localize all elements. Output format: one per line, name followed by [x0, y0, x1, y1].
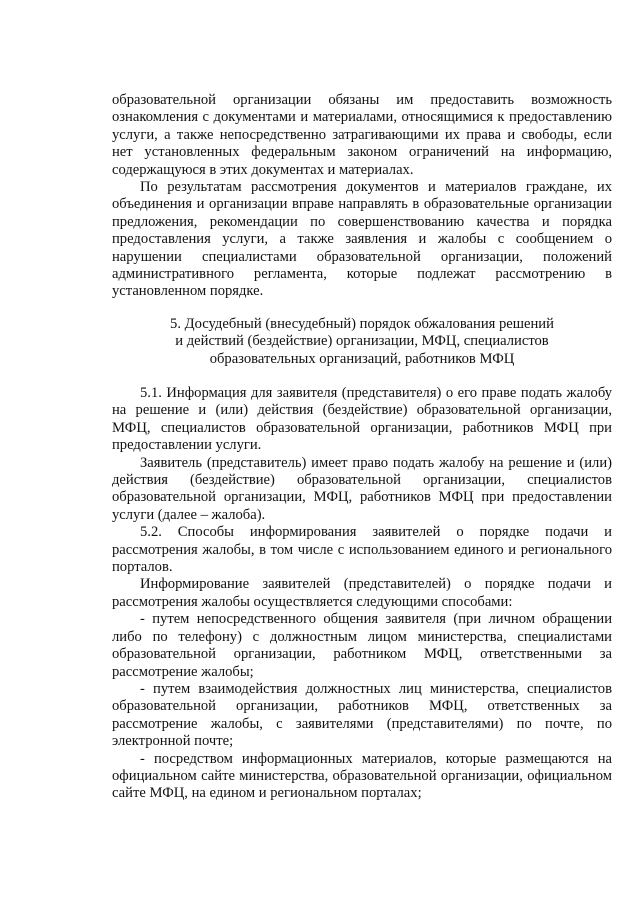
section-5-text-block [112, 385, 612, 803]
paragraph-5-2: 5.2. Способы информирования заявителей о порядке подачи и рассмотрения жалобы, в том числе с использованием единого и регионального порталов. [112, 524, 612, 576]
heading-line-2: и действий (бездействие) организации, МФЦ, специалистов [175, 333, 549, 350]
list-item-mail-interaction: - путем взаимодействия должностных лиц министерства, специалистов образовательной организации, работников МФЦ, ответственных за рассмотрение жалобы, с заявителями (представителями) по почте, по электронной почте; [112, 680, 612, 750]
paragraph-proposals-and-complaints: По результатам рассмотрения документов и материалов граждане, их объединения и организации вправе направлять в образовательные организации предложения, рекомендации по совершенствованию качества и порядка предоставления услуги, а также заявления и жалобы с сообщением о нарушении специалистами образовательной организации, положений административного регламента, которые подлежат рассмотрению в установленном порядке. [112, 179, 612, 300]
paragraph-right-to-complain: Заявитель (представитель) имеет право подать жалобу на решение и (или) действия (бездействие) образовательной организации, специалистов образовательной организации, МФЦ, работников МФЦ при предоставлении услуги (далее – жалоба). [112, 454, 612, 523]
paragraph-5-1: 5.1. Информация для заявителя (представителя) о его праве подать жалобу на решение и (или) действия (бездействие) образовательной организации, МФЦ, специалистов образовательной организации, работников МФЦ при предоставлении услуги. [112, 385, 612, 454]
section-5-heading [112, 316, 612, 368]
heading-line-3: образовательных организаций, работников МФЦ [209, 350, 515, 367]
list-item-direct-contact: - путем непосредственного общения заявителя (при личном обращении либо по телефону) с должностным лицом министерства, специалистами образовательной организации, работником МФЦ, ответственными за рассмотрение жалобы; [112, 611, 612, 680]
heading-line-1: 5. Досудебный (внесудебный) порядок обжалования решений [170, 316, 554, 332]
paragraph-informing-methods: Информирование заявителей (представителей) о порядке подачи и рассмотрения жалобы осуществляется следующими способами: [112, 576, 612, 610]
intro-text-block [112, 92, 612, 301]
list-item-information-materials: - посредством информационных материалов, которые размещаются на официальном сайте министерства, образовательной организации, официальном сайте МФЦ, на едином и региональном порталах; [112, 750, 612, 802]
paragraph-access-to-documents: образовательной организации обязаны им предоставить возможность ознакомления с документами и материалами, относящимися к предоставлению услуги, а также непосредственно затрагивающими их права и свободы, если нет установленных федеральным законом ограничений на информацию, содержащуюся в этих документах и материалах. [112, 92, 612, 178]
